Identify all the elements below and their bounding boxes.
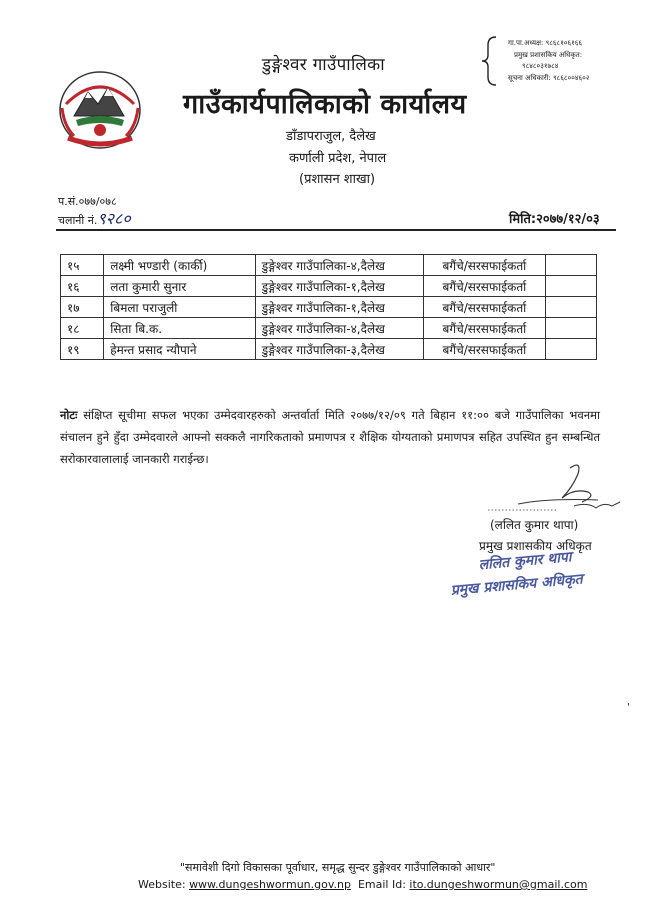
stamp-name: ललित कुमार थापा	[478, 549, 573, 574]
contact-line: सूचना अधिकारी: ९८६८००४६०२	[508, 73, 590, 82]
extra-cell	[546, 276, 597, 297]
contact-line: गा.पा.अध्यक्ष: ९८६८१०६१६६	[508, 39, 583, 47]
extra-cell	[546, 297, 597, 318]
footer-contact	[138, 878, 587, 891]
contact-line: प्रमुख प्रशासकिय अधिकृत:	[514, 50, 583, 59]
table-row	[61, 276, 597, 297]
name-cell: बिमला पराजुली	[104, 297, 256, 318]
email-label: Email Id:	[357, 878, 406, 891]
table-row	[61, 339, 597, 360]
signatory-name: (ललित कुमार थापा)	[490, 518, 579, 532]
address-cell: डुङ्गेश्वर गाउँपालिका-४,दैलेख	[255, 255, 423, 276]
candidate-table	[60, 254, 597, 360]
name-cell: सिता बि.क.	[104, 318, 256, 339]
post-cell: बगैंचे/सरसफाईकर्ता	[423, 255, 546, 276]
serial-cell: १८	[61, 318, 104, 339]
table-row	[61, 318, 597, 339]
margin-mark: '	[627, 702, 630, 713]
patra-sankhya: प.सं.०७७/०७८	[58, 195, 117, 208]
address-line-2: कर्णाली प्रदेश, नेपाल	[289, 151, 387, 166]
website-label: Website:	[138, 878, 186, 891]
serial-cell: १६	[61, 276, 104, 297]
address-line-1: डाँडापराजुल, दैलेख	[286, 129, 376, 144]
section-name: (प्रशासन शाखा)	[299, 172, 376, 187]
contact-line: ९८४८०३१७८४	[522, 62, 559, 70]
org-name: डुङ्गेश्वर गाउँपालिका	[262, 55, 385, 75]
post-cell: बगैंचे/सरसफाईकर्ता	[423, 339, 546, 360]
address-cell: डुङ्गेश्वर गाउँपालिका-३,दैलेख	[255, 339, 423, 360]
name-cell: लक्ष्मी भण्डारी (कार्की)	[104, 255, 256, 276]
address-cell: डुङ्गेश्वर गाउँपालिका-१,दैलेख	[255, 297, 423, 318]
post-cell: बगैंचे/सरसफाईकर्ता	[423, 276, 546, 297]
signature-icon	[478, 458, 628, 518]
email-link[interactable]: ito.dungeshwormun@gmail.com	[409, 878, 588, 891]
post-cell: बगैंचे/सरसफाईकर्ता	[423, 318, 546, 339]
name-cell: हेमन्त प्रसाद न्यौपाने	[104, 339, 256, 360]
extra-cell	[546, 339, 597, 360]
header-divider	[56, 229, 616, 231]
serial-cell: १९	[61, 339, 104, 360]
extra-cell	[546, 255, 597, 276]
serial-cell: १५	[61, 255, 104, 276]
table-row	[61, 255, 597, 276]
stamp-title: प्रमुख प्रशासकिय अधिकृत	[450, 571, 584, 599]
office-title: गाउँकार्यपालिकाको कार्यालय	[183, 89, 467, 120]
chalani-label: चलानी नं.	[58, 214, 98, 227]
name-cell: लता कुमारी सुनार	[104, 276, 256, 297]
serial-cell: १७	[61, 297, 104, 318]
note-label: नोटः	[60, 408, 78, 422]
curly-brace-icon	[480, 35, 500, 87]
post-cell: बगैंचे/सरसफाईकर्ता	[423, 297, 546, 318]
footer-motto: "समावेशी दिगो विकासका पूर्वाधार, समृद्ध सुन्दर डुङ्गेश्वर गाउँपालिकाको आधार"	[180, 861, 496, 874]
website-link[interactable]: www.dungeshwormun.gov.np	[189, 878, 351, 891]
letter-date: मिति:२०७७/१२/०३	[509, 212, 600, 227]
extra-cell	[546, 318, 597, 339]
chalani-line	[58, 210, 131, 229]
address-cell: डुङ्गेश्वर गाउँपालिका-४,दैलेख	[255, 318, 423, 339]
chalani-number: ९२८०	[97, 209, 131, 228]
address-cell: डुङ्गेश्वर गाउँपालिका-१,दैलेख	[255, 276, 423, 297]
note-text: संक्षिप्त सूचीमा सफल भएका उम्मेदवारहरुको अन्तर्वार्ता मिति २०७७/१२/०९ गते बिहान ११:०० बजे गाउँपालिका भवनमा संचालन हुने हुँदा उम्मेदवारले आफ्नो सक्कलै नागरिकताको प्रमाणपत्र र शैक्षिक योग्यताको प्रमाणपत्र सहित उपस्थित हुन सम्बन्धित सरोकारवालालाई जानकारी गराईन्छ।	[60, 408, 601, 466]
reference-block	[58, 193, 131, 229]
signatory-title: प्रमुख प्रशासकीय अधिकृत	[479, 539, 592, 553]
contact-block	[508, 38, 589, 84]
table-row	[61, 297, 597, 318]
nepal-emblem-icon	[52, 64, 148, 154]
official-stamp	[448, 541, 641, 599]
